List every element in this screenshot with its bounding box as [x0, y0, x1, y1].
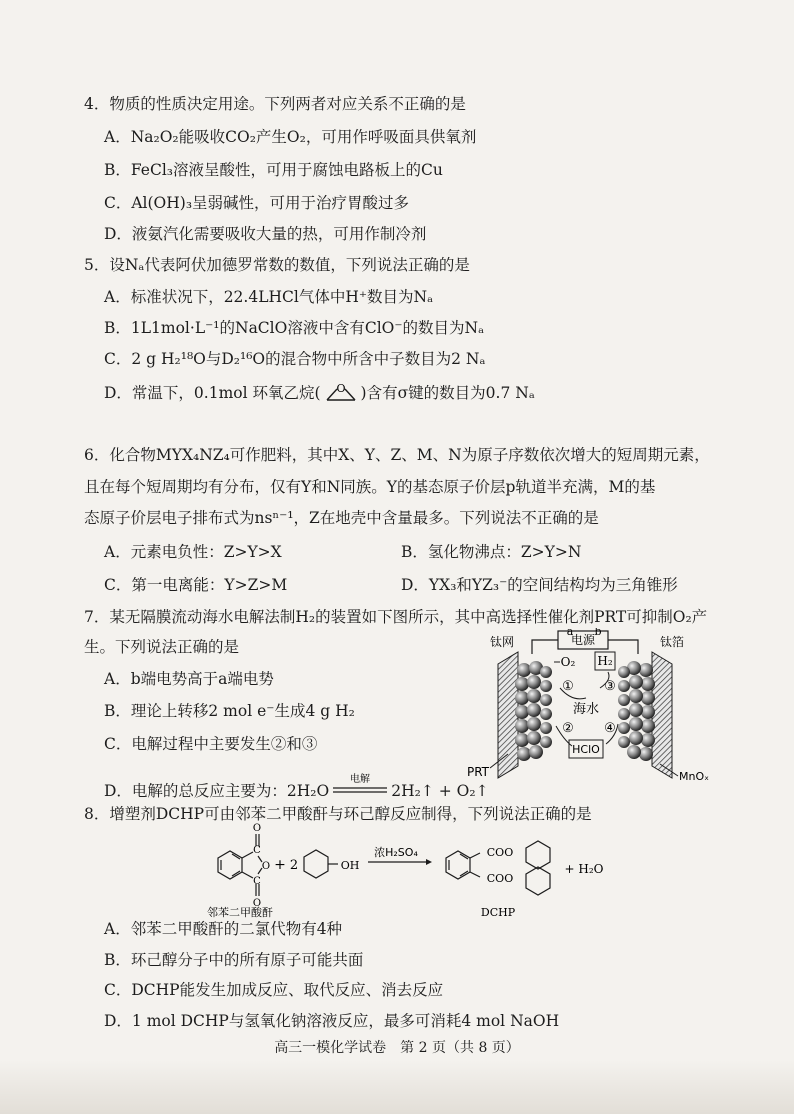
q7-option-b: B．理论上转移2 mol e⁻生成4 g H₂ [104, 702, 355, 720]
anhydride-ring-o: O [261, 861, 271, 872]
q7-option-d-text-2: 2H₂↑ + O₂↑ [391, 782, 489, 800]
step-3-marker: ③ [604, 679, 616, 694]
q7-option-d [104, 772, 489, 802]
step-1-marker: ① [562, 679, 574, 694]
q4-option-a: A．Na₂O₂能吸收CO₂产生O₂，可用作呼吸面具供氧剂 [104, 128, 477, 146]
q7-option-d-text-1: D．电解的总反应主要为：2H₂O [104, 782, 330, 800]
ethylene-oxide-structure [321, 381, 361, 403]
water-product: + H₂O [564, 862, 604, 876]
right-electrode-catalyst-balls [618, 661, 655, 761]
q8-stem: 8．增塑剂DCHP可由邻苯二甲酸酐与环己醇反应制得，下列说法正确的是 [84, 805, 592, 823]
q6-option-a: A．元素电负性：Z>Y>X [104, 543, 282, 561]
cyclohexanol-ring [304, 850, 328, 878]
step-2-marker: ② [562, 721, 574, 736]
titanium-foil-label: 钛箔 [659, 635, 685, 649]
q6-option-d: D．YX₃和YZ₃⁻的空间结构均为三角锥形 [401, 576, 678, 594]
anhydride-name: 邻苯二甲酸酐 [207, 906, 273, 918]
dchp-reaction-equation [200, 822, 620, 918]
q6-stem-line1: 6．化合物MYX₄NZ₄可作肥料，其中X、Y、Z、M、N为原子序数依次增大的短周期元素， [84, 446, 710, 464]
terminal-a-label: a [566, 628, 574, 638]
q8-option-a: A．邻苯二甲酸酐的二氯代物有4种 [104, 920, 343, 938]
mnox-catalyst-label: MnOₓ [678, 770, 710, 783]
q8-option-c: C．DCHP能发生加成反应、取代反应、消去反应 [104, 981, 444, 999]
ester-group-1: COO [486, 846, 514, 859]
anhydride-bottom-o: O [252, 898, 262, 909]
anhydride-bottom-c: C [253, 876, 261, 887]
reactant-plus-sign: + [274, 857, 286, 873]
q5-stem: 5．设Nₐ代表阿伏加德罗常数的数值，下列说法正确的是 [84, 256, 470, 274]
q7-stem-line1: 7．某无隔膜流动海水电解法制H₂的装置如下图所示，其中高选择性催化剂PRT可抑制O₂产 [84, 608, 708, 626]
power-supply-label: 电源 [570, 633, 596, 647]
ester-group-2: COO [486, 872, 514, 885]
right-electrode-plate [652, 652, 672, 778]
anhydride-top-c: C [253, 845, 261, 856]
q6-stem-line2: 且在每个短周期均有分布，仅有Y和N同族。Y的基态原子价层p轨道半充满，M的基 [84, 478, 656, 496]
electrolysis-condition-label: 电解 [350, 774, 371, 785]
electrolysis-diagram [460, 628, 710, 788]
seawater-label: 海水 [572, 702, 600, 717]
q6-option-b: B．氢化物沸点：Z>Y>N [401, 543, 582, 561]
q5-option-a: A．标准状况下，22.4LHCl气体中H⁺数目为Nₐ [104, 288, 434, 306]
q4-option-c: C．Al(OH)₃呈弱碱性，可用于治疗胃酸过多 [104, 194, 410, 212]
dchp-name: DCHP [480, 906, 516, 918]
q5-option-d [104, 381, 535, 404]
catalyst-label: 浓H₂SO₄ [374, 846, 418, 859]
q5-option-b: B．1L1mol·L⁻¹的NaClO溶液中含有ClO⁻的数目为Nₐ [104, 319, 485, 337]
q4-option-d: D．液氨汽化需要吸收大量的热，可用作制冷剂 [104, 225, 427, 243]
q5-option-d-text-1: D．常温下，0.1mol 环氧乙烷( [104, 384, 321, 402]
anhydride-top-o: O [252, 823, 262, 834]
q7-option-c: C．电解过程中主要发生②和③ [104, 735, 318, 753]
q4-stem: 4．物质的性质决定用途。下列两者对应关系不正确的是 [84, 95, 466, 113]
oxygen-product-label: O₂ [560, 655, 576, 669]
q4-option-b: B．FeCl₃溶液呈酸性，可用于腐蚀电路板上的Cu [104, 161, 443, 179]
terminal-b-label: b [594, 628, 602, 638]
q7-stem-line2: 生。下列说法正确的是 [84, 638, 240, 656]
q5-option-d-text-2: )含有σ键的数目为0.7 Nₐ [360, 384, 535, 402]
page-bottom-shadow [0, 1060, 794, 1114]
q6-stem-line3: 态原子价层电子排布式为nsⁿ⁻¹，Z在地壳中含量最多。下列说法不正确的是 [84, 509, 599, 527]
q8-option-b: B．环己醇分子中的所有原子可能共面 [104, 951, 364, 969]
q6-option-c: C．第一电离能：Y>Z>M [104, 576, 288, 594]
prt-catalyst-label: PRT [466, 765, 490, 779]
q5-option-c: C．2 g H₂¹⁸O与D₂¹⁶O的混合物中所含中子数目为2 Nₐ [104, 350, 486, 368]
ring-oxygen-label: O [336, 382, 346, 395]
titanium-mesh-label: 钛网 [489, 635, 515, 649]
hydrogen-product-label: H₂ [597, 654, 613, 668]
cyclohexanol-coefficient: 2 [289, 858, 299, 873]
page-footer: 高三一模化学试卷 第 2 页（共 8 页） [274, 1040, 520, 1056]
q7-option-a: A．b端电势高于a端电势 [104, 670, 274, 688]
q8-option-d: D．1 mol DCHP与氢氧化钠溶液反应，最多可消耗4 mol NaOH [104, 1012, 560, 1030]
hydroxyl-label: OH [340, 859, 360, 872]
electrolysis-equals-sign [329, 772, 391, 802]
hclo-label: HClO [572, 743, 600, 756]
step-4-marker: ④ [604, 721, 616, 736]
left-electrode-catalyst-balls [515, 661, 552, 761]
